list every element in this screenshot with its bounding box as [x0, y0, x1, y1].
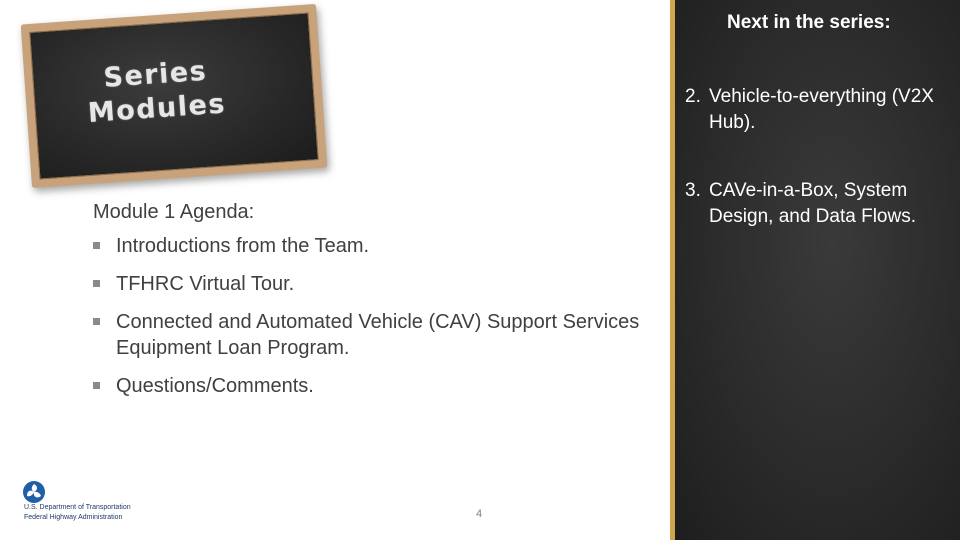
agenda-item	[93, 373, 663, 399]
next-in-series-panel	[670, 0, 960, 540]
next-module-list	[685, 84, 960, 272]
next-in-series-title: Next in the series:	[727, 12, 891, 33]
agenda-heading: Module 1 Agenda:	[93, 201, 255, 223]
square-bullet-icon	[93, 242, 100, 249]
usdot-triskelion-icon	[22, 480, 46, 504]
square-bullet-icon	[93, 280, 100, 287]
usdot-fhwa-logo	[22, 480, 142, 526]
agenda-item-text: Questions/Comments.	[116, 375, 314, 397]
agenda-item-text: TFHRC Virtual Tour.	[116, 273, 295, 295]
chalkboard-line-1: Series	[102, 55, 209, 94]
next-module-number: 2.	[685, 86, 701, 107]
agenda-item	[93, 271, 663, 297]
agenda-list	[93, 233, 663, 411]
next-module-text: CAVe-in-a-Box, System Design, and Data Flows.	[709, 180, 916, 227]
next-module-item	[685, 178, 960, 230]
agenda-item	[93, 309, 663, 361]
next-module-text: Vehicle-to-everything (V2X Hub).	[709, 86, 934, 133]
chalkboard-title	[86, 54, 227, 130]
next-module-item	[685, 84, 960, 136]
series-modules-chalkboard	[21, 4, 328, 188]
next-module-number: 3.	[685, 180, 701, 201]
agenda-item	[93, 233, 663, 259]
square-bullet-icon	[93, 318, 100, 325]
chalkboard-line-2: Modules	[86, 88, 227, 130]
chalkboard-surface	[29, 12, 319, 179]
square-bullet-icon	[93, 382, 100, 389]
logo-department-text: U.S. Department of Transportation	[24, 504, 131, 511]
agenda-item-text: Connected and Automated Vehicle (CAV) Support Services Equipment Loan Program.	[116, 311, 640, 359]
page-number: 4	[476, 508, 483, 520]
agenda-item-text: Introductions from the Team.	[116, 235, 370, 257]
logo-agency-text: Federal Highway Administration	[24, 514, 123, 521]
